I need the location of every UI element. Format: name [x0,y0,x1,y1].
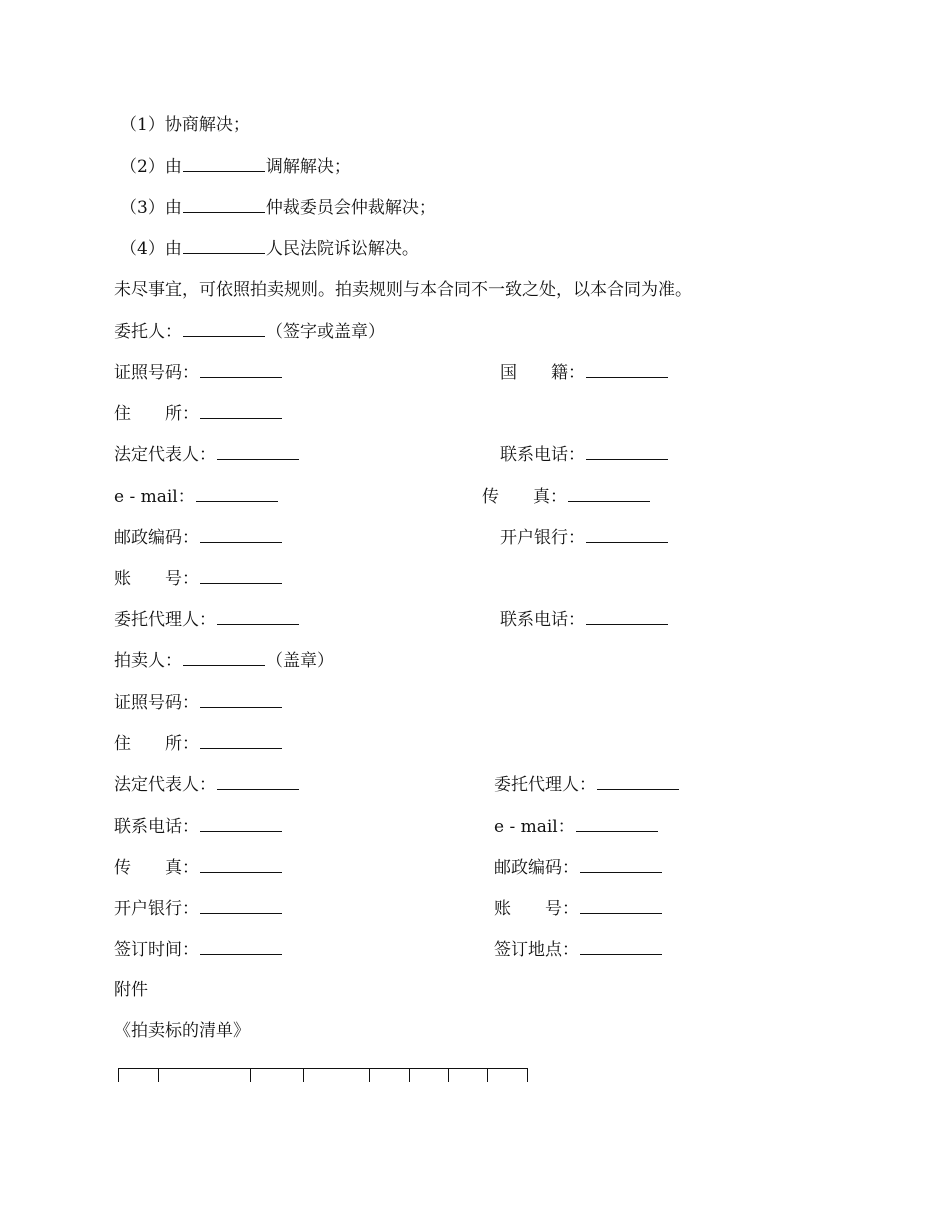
consignor-phone-line: 联系电话： [500,443,669,466]
auction-item-table-top [118,1068,528,1083]
table-column-divider [448,1069,449,1082]
blank-field[interactable] [586,361,668,378]
blank-field[interactable] [580,856,662,873]
blank-field[interactable] [586,608,668,625]
blank-field[interactable] [183,237,265,254]
blank-field[interactable] [586,443,668,460]
consignor-address-line: 住 所： [114,402,283,425]
consignor-license-line: 证照号码： [114,361,283,384]
blank-field[interactable] [586,526,668,543]
blank-field[interactable] [200,897,282,914]
consignor-agent-line: 委托代理人： [114,608,300,631]
blank-field[interactable] [200,567,282,584]
blank-field[interactable] [200,402,282,419]
blank-field[interactable] [200,361,282,378]
consignor-postcode-line: 邮政编码： [114,526,283,549]
consignor-account-line: 账 号： [114,567,283,590]
blank-field[interactable] [217,443,299,460]
dispute-option-4: （4）由 人民法院诉讼解决。 [120,239,419,259]
blank-field[interactable] [183,649,265,666]
blank-field[interactable] [580,938,662,955]
consignor-name-line: 委托人： （签字或盖章） [114,322,385,342]
auctioneer-fax-line: 传 真： [114,856,283,879]
dispute-option-1: （1）协商解决； [120,115,250,135]
table-column-divider [487,1069,488,1082]
blank-field[interactable] [200,732,282,749]
blank-field[interactable] [200,938,282,955]
consignor-legal-rep-line: 法定代表人： [114,443,300,466]
sign-place-line: 签订地点： [494,938,663,961]
blank-field[interactable] [568,485,650,502]
blank-field[interactable] [580,897,662,914]
auctioneer-license-line: 证照号码： [114,691,283,714]
consignor-email-line: e - mail： [114,485,279,508]
blank-field[interactable] [217,608,299,625]
blank-field[interactable] [200,691,282,708]
blank-field[interactable] [183,155,265,172]
consignor-bank-line: 开户银行： [500,526,669,549]
sign-time-line: 签订时间： [114,938,283,961]
auctioneer-bank-line: 开户银行： [114,897,283,920]
blank-field[interactable] [200,815,282,832]
table-column-divider [369,1069,370,1082]
table-column-divider [409,1069,410,1082]
table-column-divider [527,1069,528,1082]
blank-field[interactable] [183,320,265,337]
auctioneer-legal-rep-line: 法定代表人： [114,773,300,796]
consignor-fax-line: 传 真： [482,485,651,508]
table-column-divider [118,1069,119,1082]
attachment-list-title: 《拍卖标的清单》 [114,1021,250,1041]
blank-field[interactable] [200,526,282,543]
auctioneer-email-line: e - mail： [494,815,659,838]
auctioneer-phone-line: 联系电话： [114,815,283,838]
auctioneer-address-line: 住 所： [114,732,283,755]
table-column-divider [158,1069,159,1082]
attachment-heading: 附件 [114,980,148,1000]
consignor-agent-phone-line: 联系电话： [500,608,669,631]
blank-field[interactable] [597,773,679,790]
blank-field[interactable] [183,196,265,213]
auctioneer-agent-line: 委托代理人： [494,773,680,796]
auctioneer-account-line: 账 号： [494,897,663,920]
blank-field[interactable] [576,815,658,832]
auctioneer-name-line: 拍卖人： （盖章） [114,651,334,671]
table-column-divider [303,1069,304,1082]
blank-field[interactable] [200,856,282,873]
consignor-nationality-line: 国 籍： [500,361,669,384]
auctioneer-postcode-line: 邮政编码： [494,856,663,879]
blank-field[interactable] [217,773,299,790]
dispute-option-3: （3）由 仲裁委员会仲裁解决； [120,198,436,218]
table-column-divider [250,1069,251,1082]
blank-field[interactable] [196,485,278,502]
dispute-option-2: （2）由 调解解决； [120,157,351,177]
supplementary-note: 未尽事宜，可依照拍卖规则。拍卖规则与本合同不一致之处，以本合同为准。 [114,280,692,300]
